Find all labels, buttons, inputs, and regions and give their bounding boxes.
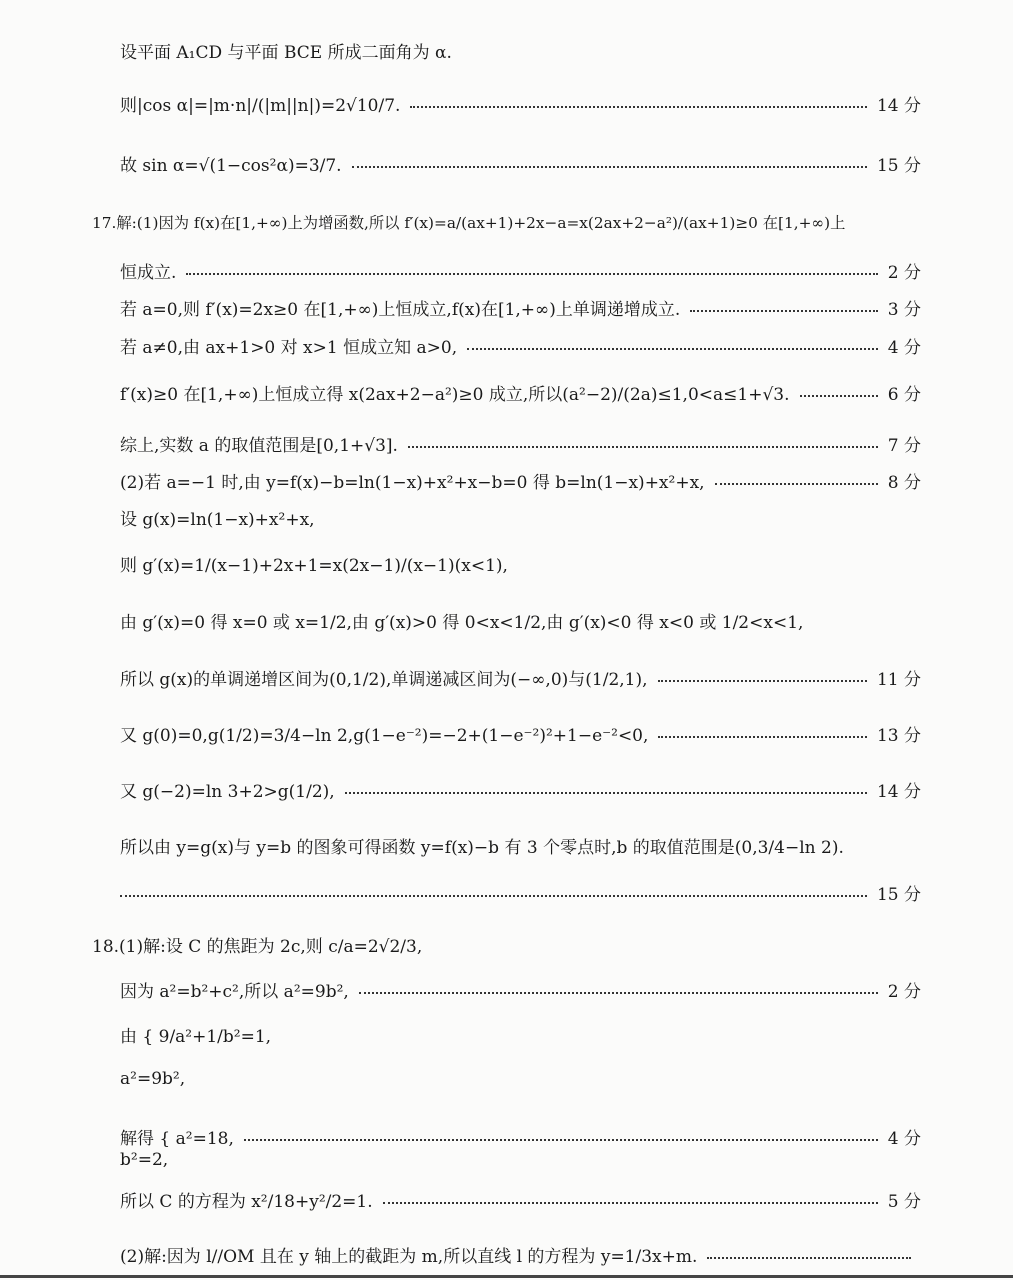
- line-text: f′(x)≥0 在[1,+∞)上恒成立得 x(2ax+2−a²)≥0 成立,所以(a²−2)/(2a)≤1,0<a≤1+√3.: [120, 385, 790, 405]
- line-text: 又 g(0)=0,g(1/2)=3/4−ln 2,g(1−e⁻²)=−2+(1−e⁻²)²+1−e⁻²<0,: [120, 726, 649, 746]
- line-17-final-score: [120, 880, 921, 905]
- line-text: 故 sin α=√(1−cos²α)=3/7.: [120, 156, 342, 176]
- leader-dots: [359, 992, 878, 994]
- problem-17-header: [92, 211, 921, 233]
- leader-dots: [352, 166, 867, 168]
- line-text: 所以由 y=g(x)与 y=b 的图象可得函数 y=f(x)−b 有 3 个零点时,b 的取值范围是(0,3/4−ln 2).: [120, 838, 844, 858]
- line-text: 因为 a²=b²+c²,所以 a²=9b²,: [120, 982, 349, 1002]
- line-text: 解得 { a²=18,: [120, 1129, 234, 1149]
- line-plane-angle: [120, 38, 921, 63]
- line-text: 若 a≠0,由 ax+1>0 对 x>1 恒成立知 a>0,: [120, 338, 458, 358]
- line-text: 所以 C 的方程为 x²/18+y²/2=1.: [120, 1192, 373, 1212]
- line-text: 则|cos α|=|m·n|/(|m||n|)=2√10/7.: [120, 96, 401, 116]
- line-text: 由 { 9/a²+1/b²=1,: [120, 1027, 272, 1047]
- line-text: (2)若 a=−1 时,由 y=f(x)−b=ln(1−x)+x²+x−b=0 得 b=ln(1−x)+x²+x,: [120, 473, 705, 493]
- line-17-step2: [120, 295, 921, 320]
- line-17-derivative: [120, 551, 921, 576]
- line-text: a²=9b²,: [120, 1069, 186, 1089]
- score-label: 4 分: [887, 1129, 921, 1149]
- score-label: 4 分: [887, 338, 921, 358]
- score-label: 8 分: [887, 473, 921, 493]
- line-sin-alpha: [120, 151, 921, 176]
- score-label: 14 分: [876, 96, 921, 116]
- score-label: 14 分: [876, 782, 921, 802]
- score-label: 2 分: [887, 982, 921, 1002]
- page-bottom-rule: [0, 1275, 1013, 1278]
- line-17-define-g: [120, 505, 921, 530]
- leader-dots: [244, 1139, 878, 1141]
- leader-dots: [690, 310, 878, 312]
- line-text: 所以 g(x)的单调递增区间为(0,1/2),单调递减区间为(−∞,0)与(1/2,1),: [120, 670, 648, 690]
- leader-dots: [383, 1202, 878, 1204]
- line-17-step1: [120, 258, 921, 283]
- line-text: 则 g′(x)=1/(x−1)+2x+1=x(2x−1)/(x−1)(x<1),: [120, 556, 508, 576]
- score-label: 15 分: [876, 156, 921, 176]
- line-text: b²=2,: [120, 1150, 169, 1170]
- leader-dots: [345, 792, 867, 794]
- leader-dots: [800, 395, 878, 397]
- score-label: 2 分: [887, 263, 921, 283]
- line-text: 18.(1)解:设 C 的焦距为 2c,则 c/a=2√2/3,: [92, 937, 423, 957]
- line-18-equation: [120, 1187, 921, 1212]
- line-17-values: [120, 721, 921, 746]
- score-label: 13 分: [876, 726, 921, 746]
- leader-dots: [410, 106, 867, 108]
- line-text: 设平面 A₁CD 与平面 BCE 所成二面角为 α.: [120, 43, 452, 63]
- score-label: 5 分: [887, 1192, 921, 1212]
- line-18-relation: [120, 977, 921, 1002]
- problem-18-header: [92, 932, 921, 957]
- line-17-monotonic: [120, 665, 921, 690]
- line-18-solution-1: [120, 1124, 921, 1149]
- score-label: 6 分: [887, 385, 921, 405]
- line-18-system-2: [120, 1069, 921, 1089]
- leader-dots: [186, 273, 877, 275]
- line-text: 17.解:(1)因为 f(x)在[1,+∞)上为增函数,所以 f′(x)=a/(ax+1)+2x−a=x(2ax+2−a²)/(ax+1)≥0 在[1,+∞)上: [92, 214, 846, 232]
- line-text: 设 g(x)=ln(1−x)+x²+x,: [120, 510, 315, 530]
- score-label: 7 分: [887, 436, 921, 456]
- line-18-system-1: [120, 1022, 921, 1047]
- line-17-compare: [120, 777, 921, 802]
- leader-dots: [120, 895, 867, 897]
- line-18-solution-2: [120, 1150, 921, 1170]
- line-18-part2: [120, 1242, 921, 1267]
- leader-dots: [408, 446, 878, 448]
- line-text: 恒成立.: [120, 263, 177, 283]
- line-17-step3: [120, 333, 921, 358]
- leader-dots: [715, 483, 878, 485]
- line-text: 又 g(−2)=ln 3+2>g(1/2),: [120, 782, 335, 802]
- leader-dots: [467, 348, 878, 350]
- line-17-part2: [120, 468, 921, 493]
- line-17-conclusion: [120, 833, 921, 858]
- line-text: 综上,实数 a 的取值范围是[0,1+√3].: [120, 436, 398, 456]
- line-17-step5: [120, 431, 921, 456]
- line-text: (2)解:因为 l//OM 且在 y 轴上的截距为 m,所以直线 l 的方程为 y=1/3x+m.: [120, 1247, 698, 1267]
- score-label: 15 分: [876, 885, 921, 905]
- leader-dots: [658, 736, 867, 738]
- line-text: 若 a=0,则 f′(x)=2x≥0 在[1,+∞)上恒成立,f(x)在[1,+∞)上单调递增成立.: [120, 300, 681, 320]
- leader-dots: [707, 1257, 911, 1259]
- line-text: 由 g′(x)=0 得 x=0 或 x=1/2,由 g′(x)>0 得 0<x<1/2,由 g′(x)<0 得 x<0 或 1/2<x<1,: [120, 613, 804, 633]
- line-17-sign-analysis: [120, 608, 921, 633]
- line-17-step4: [120, 380, 921, 405]
- leader-dots: [658, 680, 867, 682]
- score-label: 3 分: [887, 300, 921, 320]
- line-cos-alpha: [120, 91, 921, 116]
- score-label: 11 分: [876, 670, 921, 690]
